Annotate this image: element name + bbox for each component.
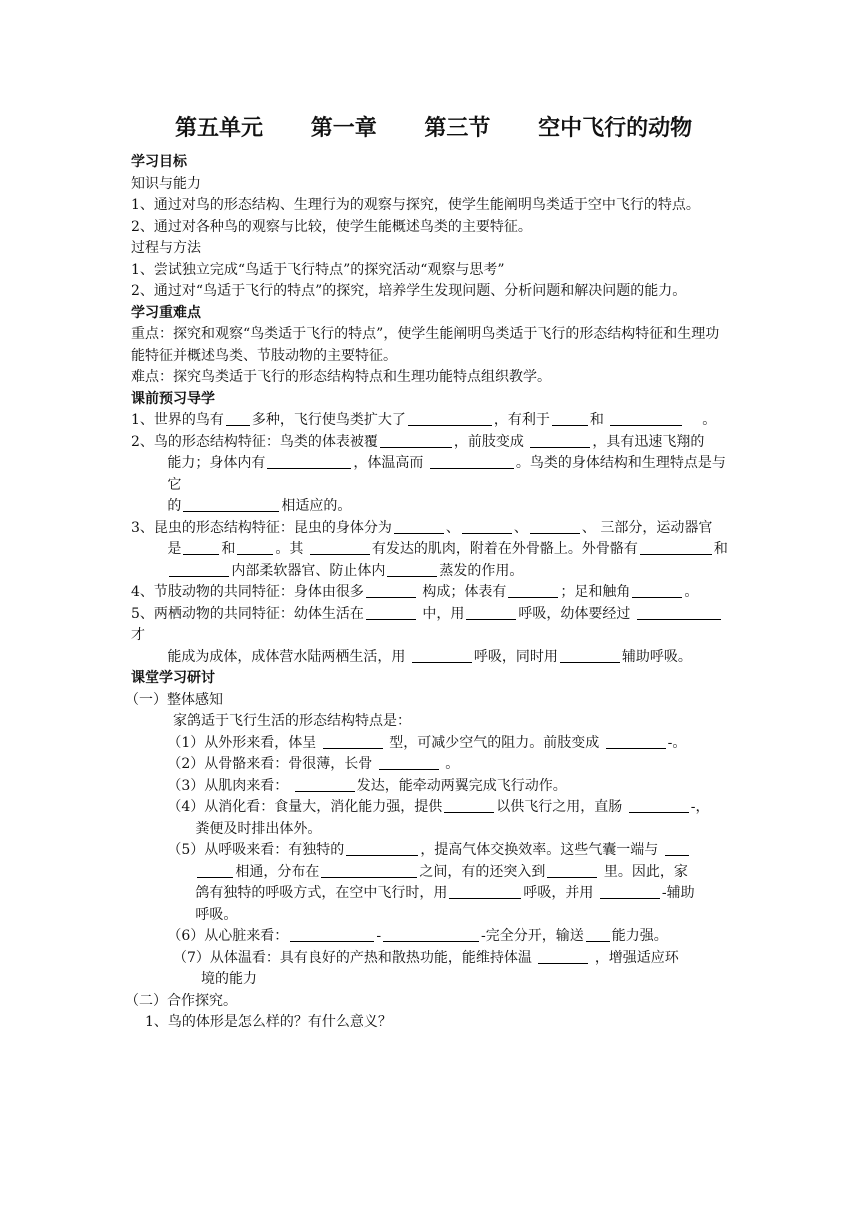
preview-q5-line2: 能成为成体，成体营水陆两栖生活，用 呼吸，同时用 辅助呼吸。 xyxy=(167,648,692,665)
goals-heading: 学习目标 xyxy=(131,154,187,170)
fill-blank[interactable] xyxy=(508,583,558,598)
fill-blank[interactable] xyxy=(449,884,521,899)
fill-blank[interactable] xyxy=(366,583,416,598)
fill-blank[interactable] xyxy=(462,519,512,534)
preview-q4: 4、节肢动物的共同特征：身体由很多 构成；体表有 ；足和触角 。 xyxy=(131,584,699,600)
preview-q3: 3、昆虫的形态结构特征：昆虫的身体分为 、 、 、 三部分，运动器官 xyxy=(131,519,713,536)
fill-blank[interactable] xyxy=(632,583,682,598)
preview-q5: 5、两栖动物的共同特征：幼体生活在 中，用 呼吸，幼体要经过 才 xyxy=(131,604,731,647)
fill-blank[interactable] xyxy=(183,540,219,555)
title-topic: 空中飞行的动物 xyxy=(538,116,693,141)
classroom-heading: 课堂学习研讨 xyxy=(131,670,215,686)
goal-p1: 1、尝试独立完成“鸟适于飞行特点”的探究活动“观察与思考” xyxy=(131,261,505,278)
fill-blank[interactable] xyxy=(600,884,660,899)
fill-blank[interactable] xyxy=(629,798,689,813)
fill-blank[interactable] xyxy=(183,497,279,512)
fill-blank[interactable] xyxy=(237,540,273,555)
fill-blank[interactable] xyxy=(295,777,355,792)
preview-q2: 2、鸟的形态结构特征：鸟类的体表被覆 ，前肢变成 ，具有迅速飞翔的 xyxy=(131,433,705,450)
fill-blank[interactable] xyxy=(412,648,472,663)
fill-blank[interactable] xyxy=(197,863,233,878)
fill-blank[interactable] xyxy=(310,540,370,555)
fill-blank[interactable] xyxy=(665,841,689,856)
fill-blank[interactable] xyxy=(169,562,229,577)
step-3: （3）从肌肉来看： 发达，能牵动两翼完成飞行动作。 xyxy=(167,777,567,794)
fill-blank[interactable] xyxy=(610,411,682,426)
title-unit: 第五单元 xyxy=(175,116,264,141)
process-subheading: 过程与方法 xyxy=(131,240,201,256)
preview-q2-line3: 的 相适应的。 xyxy=(167,498,352,514)
document-body xyxy=(125,152,731,1034)
fill-blank[interactable] xyxy=(530,519,580,534)
fill-blank[interactable] xyxy=(366,605,416,620)
step-5-line2: 相通，分布在 之间，有的还突入到 里。因此，家 xyxy=(131,862,731,884)
step-5: （5）从呼吸来看：有独特的 ，提高气体交换效率。这些气囊一端与 xyxy=(131,840,731,862)
goal-p2: 2、通过对“鸟适于飞行的特点”的探究，培养学生发现问题、分析问题和解决问题的能力。 xyxy=(131,283,687,299)
key-focus: 重点：探究和观察“鸟类适于飞行的特点”，使学生能阐明鸟类适于飞行的形态结构特征和生理功能特征并概述鸟类、节肢动物的主要特征。 xyxy=(131,326,720,364)
fill-blank[interactable] xyxy=(267,454,351,469)
step-7: （7）从体温看：具有良好的产热和散热功能，能维持体温 ，增强适应环 xyxy=(173,949,679,966)
preview-q2-line2: 能力；身体内有 ，体温高而 。鸟类的身体结构和生理特点是与它 xyxy=(167,455,726,493)
preview-q3-line3: 内部柔软器官、防止体内 蒸发的作用。 xyxy=(131,561,731,583)
fill-blank[interactable] xyxy=(387,562,437,577)
fill-blank[interactable] xyxy=(408,411,492,426)
explore-q1: 1、鸟的体形是怎么样的？有什么意义？ xyxy=(145,1014,392,1030)
fill-blank[interactable] xyxy=(394,519,444,534)
key-difficulty: 难点：探究鸟类适于飞行的形态结构特点和生理功能特点组织教学。 xyxy=(131,369,551,385)
preview-heading: 课前预习导学 xyxy=(131,390,215,407)
part1-intro: 家鸽适于飞行生活的形态结构特点是： xyxy=(173,713,411,729)
fill-blank[interactable] xyxy=(380,433,452,448)
fill-blank[interactable] xyxy=(321,863,417,878)
fill-blank[interactable] xyxy=(547,863,597,878)
step-5-line3: 鸽有独特的呼吸方式，在空中飞行时，用 呼吸，并用 -辅助 xyxy=(195,885,695,901)
title-section: 第三节 xyxy=(424,116,491,141)
knowledge-subheading: 知识与能力 xyxy=(131,175,201,192)
key-heading: 学习重难点 xyxy=(131,304,201,321)
fill-blank[interactable] xyxy=(346,841,418,856)
fill-blank[interactable] xyxy=(466,605,516,620)
goal-k2: 2、通过对各种鸟的观察与比较，使学生能概述鸟类的主要特征。 xyxy=(131,218,532,235)
preview-q1: 1、世界的鸟有 多种，飞行使鸟类扩大了 ，有利于 和 。 xyxy=(131,412,717,428)
fill-blank[interactable] xyxy=(637,605,721,620)
fill-blank[interactable] xyxy=(383,927,479,942)
step-4: （4）从消化看：食量大，消化能力强，提供 以供飞行之用，直肠 -， xyxy=(167,799,710,815)
step-2: （2）从骨骼来看：骨很薄，长骨 。 xyxy=(167,756,460,772)
step-1: （1）从外形来看，体呈 型，可减少空气的阻力。前肢变成 -。 xyxy=(167,734,687,751)
fill-blank[interactable] xyxy=(586,927,610,942)
fill-blank[interactable] xyxy=(290,927,374,942)
title-chapter: 第一章 xyxy=(310,116,377,141)
fill-blank[interactable] xyxy=(530,433,590,448)
fill-blank[interactable] xyxy=(606,734,666,749)
fill-blank[interactable] xyxy=(430,454,514,469)
step-5-line4: 呼吸。 xyxy=(195,906,238,923)
fill-blank[interactable] xyxy=(226,411,250,426)
part2-heading: （二）合作探究。 xyxy=(125,992,237,1009)
fill-blank[interactable] xyxy=(552,411,588,426)
fill-blank[interactable] xyxy=(538,949,588,964)
fill-blank[interactable] xyxy=(379,755,439,770)
step-4-line2: 粪便及时排出体外。 xyxy=(195,820,322,837)
fill-blank[interactable] xyxy=(323,734,383,749)
page-title xyxy=(175,114,735,144)
part1-heading: （一）整体感知 xyxy=(125,691,223,708)
fill-blank[interactable] xyxy=(560,648,620,663)
preview-q3-line2: 是 和 。其 有发达的肌肉，附着在外骨骼上。外骨骼有 和 xyxy=(167,541,728,557)
fill-blank[interactable] xyxy=(444,798,494,813)
step-7-line2: 境的能力 xyxy=(201,971,257,987)
step-6: （6）从心脏来看： - -完全分开，输送 能力强。 xyxy=(167,928,668,944)
goal-k1: 1、通过对鸟的形态结构、生理行为的观察与探究，使学生能阐明鸟类适于空中飞行的特点。 xyxy=(131,197,700,213)
fill-blank[interactable] xyxy=(640,540,712,555)
